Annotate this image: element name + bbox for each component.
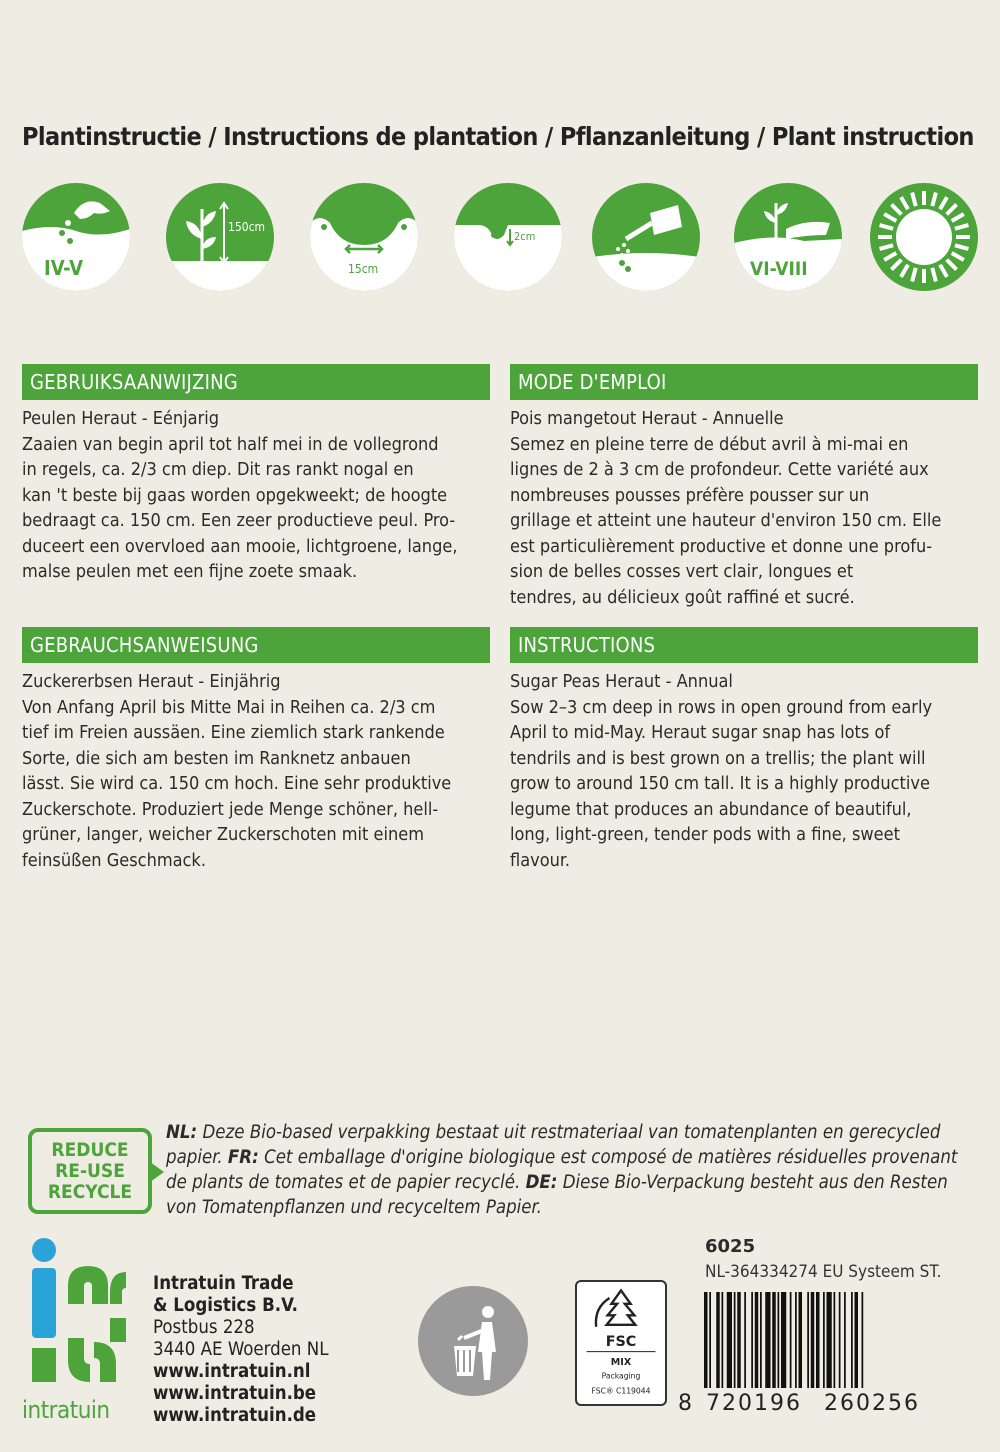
barcode-bar	[855, 1292, 859, 1388]
fsc-mix: MIX	[610, 1357, 632, 1368]
sun-ray	[884, 253, 896, 260]
tidyman-icon	[418, 1286, 528, 1396]
barcode-bar	[811, 1292, 815, 1388]
section-subtitle: Zuckererbsen Heraut - Einjährig	[22, 671, 281, 692]
plant-spacing-icon	[310, 183, 418, 291]
sun-ray	[891, 260, 901, 270]
barcode-bar	[737, 1292, 741, 1388]
barcode-bar	[827, 1292, 832, 1388]
stamp-line: RECYCLE	[47, 1181, 133, 1203]
sun-icon	[870, 183, 978, 291]
plant-height-label: 150cm	[228, 220, 266, 234]
watering-can-icon	[592, 183, 700, 291]
barcode-bar	[722, 1292, 724, 1388]
barcode-bar	[765, 1292, 770, 1388]
recycle-stamp	[28, 1128, 152, 1214]
company-address: 3440 AE Woerden NL	[153, 1339, 329, 1360]
sun-ray	[947, 260, 957, 270]
sun-ray	[884, 214, 896, 221]
packaging-notice	[166, 1120, 981, 1220]
barcode-bar	[844, 1292, 846, 1388]
section-heading: MODE D'EMPLOI	[510, 364, 978, 400]
barcode-bar	[781, 1292, 786, 1388]
section-heading: GEBRUIKSAANWIJZING	[22, 364, 490, 400]
barcode-bar	[744, 1292, 746, 1388]
barcode-bar	[834, 1292, 836, 1388]
barcode-bar	[795, 1292, 797, 1388]
harvest-period-label: VI-VIII	[750, 258, 808, 280]
barcode-bar	[823, 1292, 825, 1388]
barcode-bar	[778, 1292, 780, 1388]
barcode-bar	[704, 1292, 708, 1388]
notice-de: Diese Bio-Verpackung besteht aus den Resten von Tomatenpflanzen und recyceltem Papier.	[166, 1172, 948, 1218]
barcode-bar	[816, 1292, 820, 1388]
intratuin-wordmark: intratuin	[22, 1396, 110, 1424]
sun-ray	[912, 268, 916, 282]
section-nl	[22, 364, 490, 585]
lang-code-de: DE:	[525, 1172, 558, 1193]
sun-ray	[940, 197, 947, 209]
section-subtitle: Pois mangetout Heraut - Annuelle	[510, 408, 784, 429]
sowing-depth-icon	[454, 183, 562, 291]
barcode-bar	[807, 1292, 809, 1388]
barcode-bar	[734, 1292, 736, 1388]
stamp-line: RE-USE	[55, 1160, 125, 1182]
lang-code-nl: NL:	[166, 1122, 198, 1143]
sun-ray	[952, 214, 964, 221]
section-subtitle: Sugar Peas Heraut - Annual	[510, 671, 733, 692]
sun-ray	[947, 204, 957, 214]
barcode-bar	[790, 1292, 792, 1388]
barcode-bar	[760, 1292, 762, 1388]
sun-ray	[932, 268, 936, 282]
sun-ray	[912, 193, 916, 207]
section-heading: INSTRUCTIONS	[510, 627, 978, 663]
stamp-line: REDUCE	[51, 1139, 129, 1161]
barcode-bar	[755, 1292, 759, 1388]
page-title: Plantinstructie / Instructions de plantation / Pflanzanleitung / Plant instruction	[22, 122, 974, 151]
sun-ray	[955, 245, 969, 249]
sowing-hand-icon	[22, 183, 130, 291]
section-body: Sow 2–3 cm deep in rows in open ground from early April to mid-May. Heraut sugar snap has lots of tendrils and is best grown on a trellis; the plant will grow to around 150 cm tall. It is a highly productive legume that produces an abundance of beautiful, long, light-green, tender pods with a fine, sweet flavour.	[510, 696, 933, 871]
company-info	[153, 1273, 329, 1427]
section-subtitle: Peulen Heraut - Eénjarig	[22, 408, 220, 429]
fsc-label	[575, 1280, 667, 1406]
ean-barcode	[676, 1288, 944, 1414]
lang-code-fr: FR:	[227, 1147, 259, 1168]
harvest-hand-icon	[734, 183, 842, 291]
fsc-logo-text: FSC	[605, 1333, 637, 1350]
sun-ray	[952, 253, 964, 260]
barcode-bar	[862, 1292, 864, 1388]
barcode-bar	[772, 1292, 776, 1388]
section-body: Semez en pleine terre de début avril à mi-mai en lignes de 2 à 3 cm de profondeur. Cette variété aux nombreuses pousses préfère pousser sur un grillage et atteint une hauteur d'environ 150 cm. Elle est particulièrement productive et donne une profu- sion de belles cosses vert clair, longues et tendres, au délicieux goût raffiné et sucré.	[510, 433, 942, 608]
sowing-depth-label: 2cm	[514, 230, 536, 243]
website-link[interactable]: www.intratuin.de	[153, 1405, 317, 1426]
barcode-bar	[716, 1292, 720, 1388]
section-de	[22, 627, 490, 873]
sun-ray	[955, 225, 969, 229]
notice-nl: Deze Bio-based verpakking bestaat uit restmateriaal van tomatenplanten en gerecycled papier.	[166, 1122, 941, 1168]
barcode-bar	[751, 1292, 753, 1388]
sun-ray	[901, 197, 908, 209]
sun-ray	[901, 265, 908, 277]
section-heading: GEBRAUCHSANWEISUNG	[22, 627, 490, 663]
company-name: Intratuin Trade	[153, 1273, 294, 1294]
article-number: 6025	[705, 1236, 756, 1257]
company-name: & Logistics B.V.	[153, 1295, 298, 1316]
sun-ray	[932, 193, 936, 207]
section-en	[510, 627, 978, 873]
plant-height-icon	[166, 183, 274, 291]
plant-spacing-label: 15cm	[348, 262, 379, 276]
company-address: Postbus 228	[153, 1317, 255, 1338]
fsc-packaging: Packaging	[601, 1371, 641, 1381]
website-link[interactable]: www.intratuin.be	[153, 1383, 317, 1404]
barcode-right-digits: 260256	[824, 1391, 920, 1414]
sun-ray	[940, 265, 947, 277]
barcode-bar	[799, 1292, 803, 1388]
barcode-bar	[839, 1292, 841, 1388]
sun-ray	[880, 245, 894, 249]
fsc-license: FSC® C119044	[591, 1386, 651, 1396]
notice-fr: Cet emballage d'origine biologique est composé de matières résiduelles provenant de plants de tomates et de papier recyclé.	[166, 1147, 958, 1193]
barcode-bar	[709, 1292, 711, 1388]
intratuin-logo-mark	[22, 1238, 140, 1420]
barcode-first-digit: 8	[678, 1391, 692, 1414]
registration-number: NL-364334274 EU Systeem ST.	[705, 1262, 942, 1282]
sowing-period-label: IV-V	[44, 256, 84, 280]
section-body: Zaaien van begin april tot half mei in de vollegrond in regels, ca. 2/3 cm diep. Dit ras rankt nogal en kan 't beste bij gaas worden opgekweekt; de hoogte bedraagt ca. 150 cm. Een zeer productieve peul. Pro- duceert een overvloed aan mooie, lichtgroene, lange, malse peulen met een fijne zoete smaak.	[22, 433, 458, 582]
website-link[interactable]: www.intratuin.nl	[153, 1361, 311, 1382]
section-fr	[510, 364, 978, 610]
barcode-bar	[851, 1292, 853, 1388]
section-body: Von Anfang April bis Mitte Mai in Reihen ca. 2/3 cm tief im Freien aussäen. Eine ziemlich stark rankende Sorte, die sich am besten im Ranknetz anbauen lässt. Sie wird ca. 150 cm hoch. Eine sehr produktive Zuckerschote. Produziert jede Menge schöner, hell- grüner, langer, weicher Zuckerschoten mit einem feinsüßen Geschmack.	[22, 696, 452, 871]
sun-ray	[880, 225, 894, 229]
barcode-bar	[727, 1292, 732, 1388]
sun-ray	[891, 204, 901, 214]
barcode-left-digits: 720196	[706, 1391, 802, 1414]
